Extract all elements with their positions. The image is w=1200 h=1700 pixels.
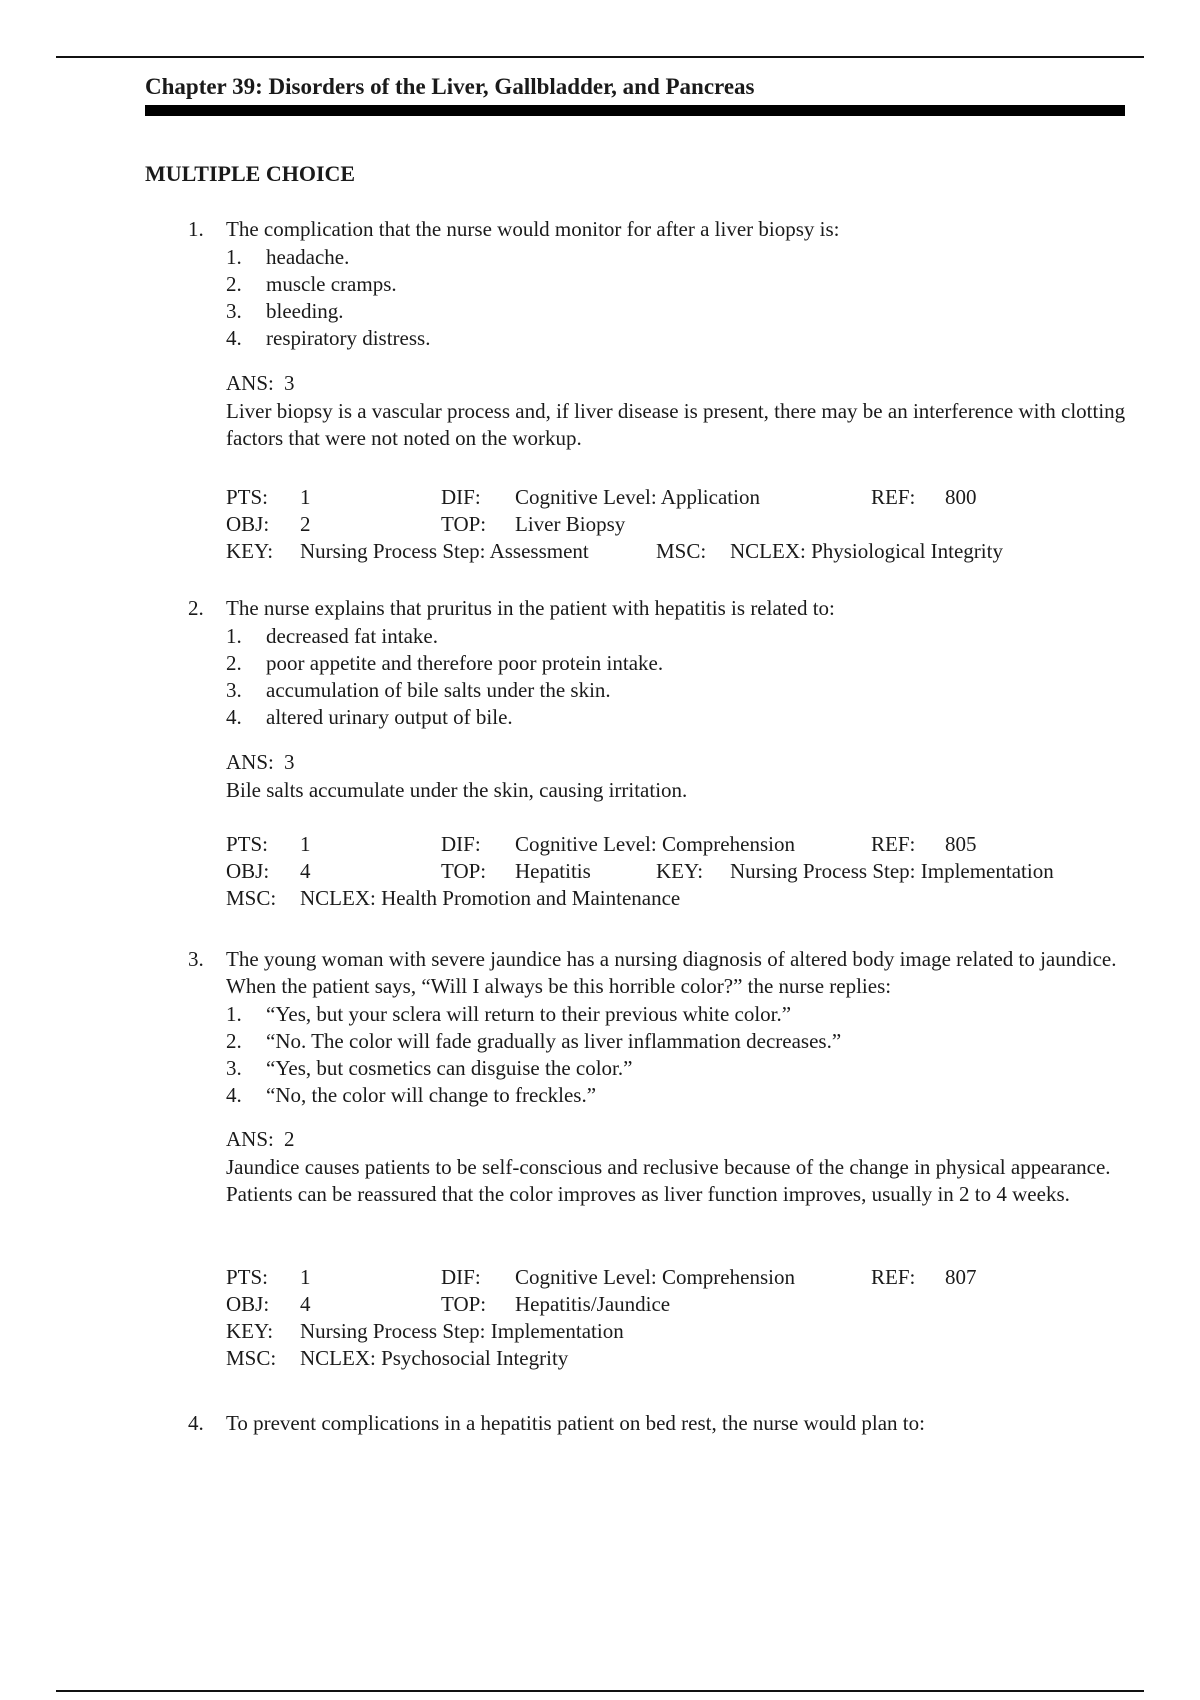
meta-pts: PTS: 1 xyxy=(226,485,311,509)
question-number: 1. xyxy=(188,217,204,241)
meta-dif: DIF: Cognitive Level: Comprehension xyxy=(441,1265,795,1289)
meta-msc: MSC: NCLEX: Health Promotion and Maintenance xyxy=(226,886,681,910)
rationale: Bile salts accumulate under the skin, causing irritation. xyxy=(226,778,688,802)
meta-msc: MSC: NCLEX: Psychosocial Integrity xyxy=(226,1346,569,1370)
meta-ref: REF: 807 xyxy=(871,1265,977,1289)
meta-pts: PTS: 1 xyxy=(226,832,311,856)
answer-option: 4. “No, the color will change to freckles.” xyxy=(226,1083,597,1107)
meta-top: TOP: Hepatitis xyxy=(441,859,591,883)
meta-key: KEY: Nursing Process Step: Assessment xyxy=(226,539,589,563)
meta-obj: OBJ: 4 xyxy=(226,1292,311,1316)
meta-obj: OBJ: 4 xyxy=(226,859,311,883)
section-heading: MULTIPLE CHOICE xyxy=(145,161,356,186)
answer-option: 1. decreased fat intake. xyxy=(226,624,438,648)
answer-key: ANS: 2 xyxy=(226,1127,295,1151)
meta-dif: DIF: Cognitive Level: Application xyxy=(441,485,760,509)
meta-ref: REF: 805 xyxy=(871,832,977,856)
meta-top: TOP: Hepatitis/Jaundice xyxy=(441,1292,671,1316)
meta-obj: OBJ: 2 xyxy=(226,512,311,536)
title-underline-bar xyxy=(145,105,1125,116)
answer-key: ANS: 3 xyxy=(226,371,295,395)
answer-option: 1. headache. xyxy=(226,245,350,269)
rationale: Jaundice causes patients to be self-conscious and reclusive because of the change in physical appearance. Patients can be reassured that the color improves as liver function improves, usually in 2 to 4 weeks. xyxy=(226,1155,1111,1206)
answer-option: 3. “Yes, but cosmetics can disguise the color.” xyxy=(226,1056,633,1080)
chapter-title: Chapter 39: Disorders of the Liver, Gallbladder, and Pancreas xyxy=(145,74,755,99)
meta-key: KEY: Nursing Process Step: Implementation xyxy=(226,1319,624,1343)
question-stem: The young woman with severe jaundice has a nursing diagnosis of altered body image related to jaundice. When the patient says, “Will I always be this horrible color?” the nurse replies: xyxy=(226,947,1117,998)
answer-option: 2. poor appetite and therefore poor protein intake. xyxy=(226,651,664,675)
answer-key: ANS: 3 xyxy=(226,750,295,774)
question-stem: The complication that the nurse would monitor for after a liver biopsy is: xyxy=(226,217,840,241)
question-stem: To prevent complications in a hepatitis patient on bed rest, the nurse would plan to: xyxy=(226,1411,925,1435)
answer-option: 3. accumulation of bile salts under the skin. xyxy=(226,678,611,702)
question-number: 3. xyxy=(188,947,204,971)
bottom-rule xyxy=(56,1690,1144,1692)
top-rule xyxy=(56,56,1144,58)
answer-option: 3. bleeding. xyxy=(226,299,344,323)
answer-option: 4. altered urinary output of bile. xyxy=(226,705,513,729)
meta-pts: PTS: 1 xyxy=(226,1265,311,1289)
meta-key: KEY: Nursing Process Step: Implementation xyxy=(656,859,1054,883)
meta-ref: REF: 800 xyxy=(871,485,977,509)
answer-option: 4. respiratory distress. xyxy=(226,326,431,350)
answer-option: 2. muscle cramps. xyxy=(226,272,397,296)
meta-top: TOP: Liver Biopsy xyxy=(441,512,626,536)
answer-option: 2. “No. The color will fade gradually as liver inflammation decreases.” xyxy=(226,1029,842,1053)
question-stem: The nurse explains that pruritus in the patient with hepatitis is related to: xyxy=(226,596,835,620)
meta-dif: DIF: Cognitive Level: Comprehension xyxy=(441,832,795,856)
question-number: 4. xyxy=(188,1411,204,1435)
rationale: Liver biopsy is a vascular process and, if liver disease is present, there may be an interference with clotting factors that were not noted on the workup. xyxy=(226,399,1126,450)
answer-option: 1. “Yes, but your sclera will return to their previous white color.” xyxy=(226,1002,792,1026)
meta-msc: MSC: NCLEX: Physiological Integrity xyxy=(656,539,1003,563)
question-number: 2. xyxy=(188,596,204,620)
